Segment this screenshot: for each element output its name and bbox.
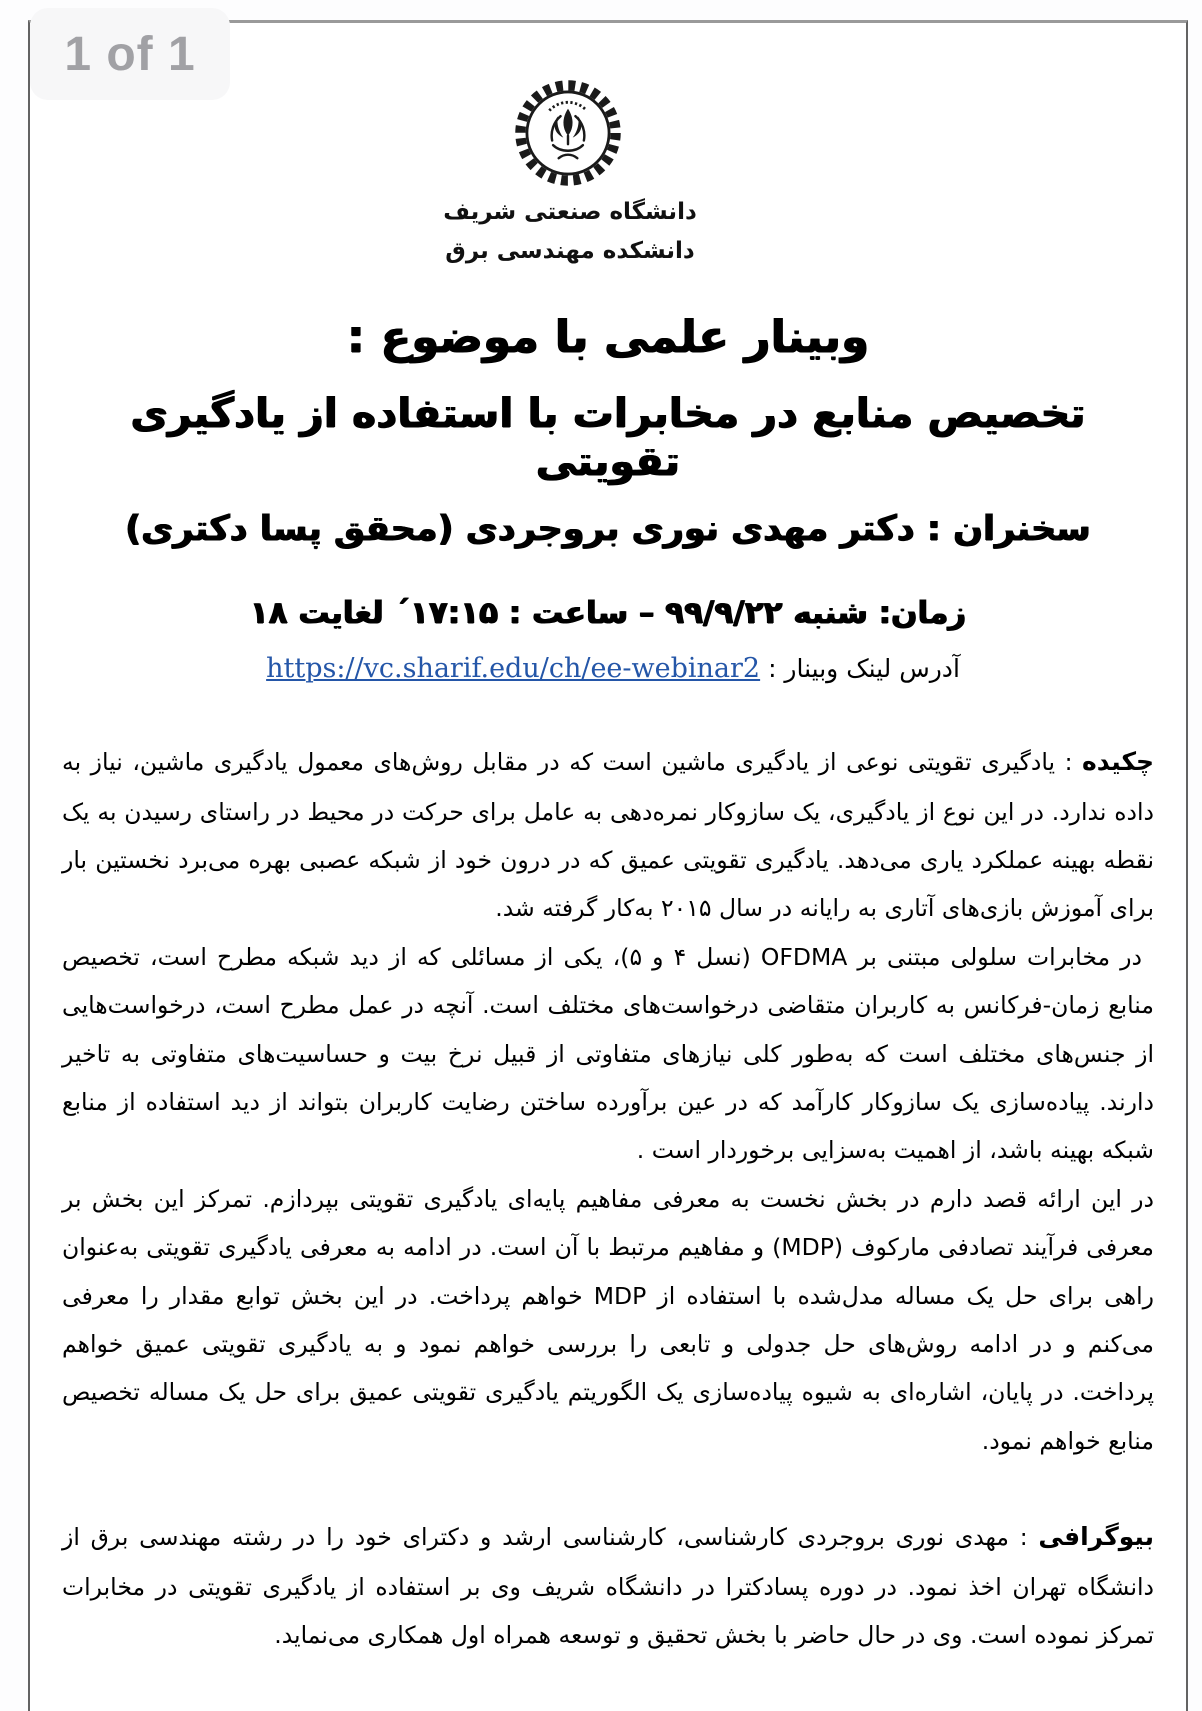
abstract-paragraph-2	[62, 933, 1154, 1175]
faculty-name: دانشکده مهندسی برق	[445, 238, 695, 264]
biography-label: بیوگرافی	[1038, 1522, 1155, 1552]
link-label: آدرس لینک وبینار :	[768, 654, 960, 683]
document-body	[62, 736, 1154, 1660]
speaker-line: سخنران : دکتر مهدی نوری بروجردی (محقق پسا دکتری)	[125, 509, 1091, 549]
abstract-text-3: در این ارائه قصد دارم در بخش نخست به معرفی مفاهیم پایه‌ای یادگیری تقویتی بپردازم. تمرکز این بخش بر معرفی فرآیند تصادفی مارکوف (MDP) و مفاهیم مرتبط با آن است. در ادامه به معرفی یادگیری تقویتی به‌عنوان راهی برای حل یک مساله مدل‌شده با استفاده از MDP خواهم پرداخت. در این بخش توابع مقدار را معرفی می‌کنم و در ادامه روش‌های حل جدولی و تابعی را بررسی خواهم نمود و به یادگیری تقویتی عمیق خواهم پرداخت. در پایان، اشاره‌ای به شیوه پیاده‌سازی یک الگوریتم یادگیری تقویتی عمیق برای حل یک مساله تخصیص منابع خواهم نمود.	[62, 1184, 1154, 1455]
webinar-url-link[interactable]: https://vc.sharif.edu/ch/ee-webinar2	[266, 653, 761, 684]
document-page	[28, 20, 1188, 1711]
biography-separator: :	[1008, 1523, 1039, 1552]
page-indicator: 1 of 1	[30, 8, 230, 100]
university-name: دانشگاه صنعتی شریف	[443, 199, 697, 225]
biography-paragraph	[62, 1511, 1154, 1659]
sharif-university-logo	[512, 77, 624, 189]
abstract-separator: :	[1055, 748, 1083, 776]
abstract-text-2: در مخابرات سلولی مبتنی بر OFDMA (نسل ۴ و ۵)، یکی از مسائلی که از دید شبکه مطرح است، تخصیص منابع زمان-فرکانس به کاربران متقاضی درخواست‌های مختلف است. آنچه در عمل مطرح است، درخواست‌هایی از جنس‌های مختلف است که به‌طور کلی نیازهای متفاوتی از قبیل نرخ بیت و حساسیت‌های متفاوتی به تاخیر دارند. پیاده‌سازی یک سازوکار کارآمد که در عین برآورده ساختن رضایت کاربران بتواند از دید استفاده از منابع شبکه بهینه باشد، از اهمیت به‌سزایی برخوردار است .	[62, 942, 1154, 1165]
time-line: زمان: شنبه ۹۹/۹/۲۲ – ساعت : ۱۷:۱۵´ لغایت ۱۸	[249, 595, 967, 631]
webinar-topic: تخصیص منابع در مخابرات با استفاده از یادگیری تقویتی	[130, 389, 1086, 485]
biography-text: مهدی نوری بروجردی کارشناسی، کارشناسی ارشد و دکترای خود را در رشته مهندسی برق از دانشگاه تهران اخذ نمود. در دوره پسادکترا در دانشگاه شریف وی بر استفاده از یادگیری تقویتی در مخابرات تمرکز نموده است. وی در حال حاضر با بخش تحقیق و توسعه همراه اول همکاری می‌نماید.	[62, 1523, 1154, 1650]
abstract-text-1: یادگیری تقویتی نوعی از یادگیری ماشین است که در مقابل روش‌های معمول یادگیری ماشین، نیاز به داده ندارد. در این نوع از یادگیری، یک سازوکار نمره‌دهی به عامل برای حرکت در محیط در راستای رسیدن به یک نقطه بهینه عملکرد یاری می‌دهد. یادگیری تقویتی عمیق که در درون خود از شبکه عصبی بهره می‌برد نخستین بار برای آموزش بازی‌های آتاری به رایانه در سال ۲۰۱۵ به‌کار گرفته شد.	[62, 748, 1154, 923]
webinar-title-intro: وبینار علمی با موضوع :	[346, 310, 870, 363]
abstract-label: چکیده	[1082, 747, 1155, 776]
title-block	[62, 310, 1154, 631]
abstract-paragraph-1	[62, 736, 1154, 933]
webinar-link-line	[62, 653, 1154, 684]
abstract-paragraph-3	[62, 1175, 1154, 1465]
